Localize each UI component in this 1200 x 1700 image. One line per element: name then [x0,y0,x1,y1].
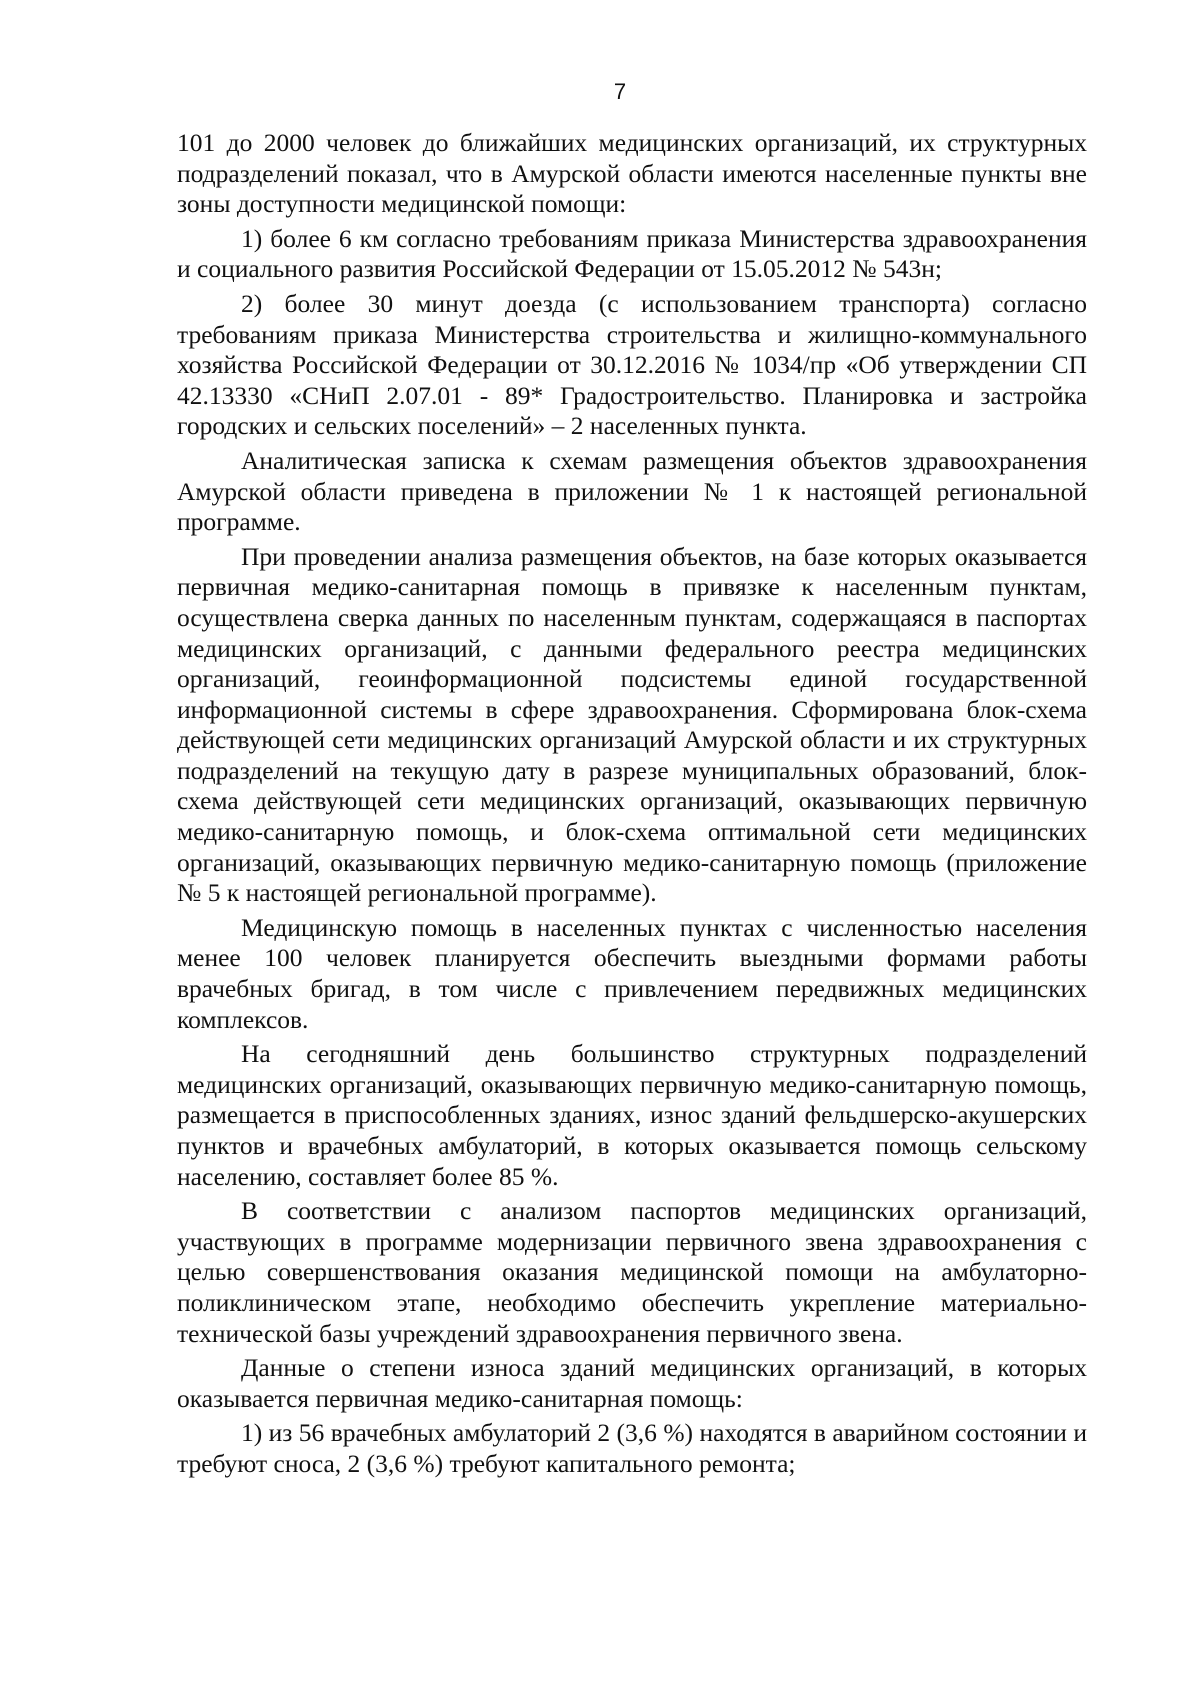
document-body [177,128,1087,1484]
paragraph-continuation: 101 до 2000 человек до ближайших медицинских организаций, их структурных подразделений показал, что в Амурской области имеются населенные пункты вне зоны доступности медицинской помощи: [177,128,1087,219]
paragraph-building-condition: На сегодняшний день большинство структурных подразделений медицинских организаций, оказывающих первичную медико-санитарную помощь, размещается в приспособленных зданиях, износ зданий фельдшерско-акушерских пунктов и врачебных амбулаторий, в которых оказывается помощь сельскому населению, составляет более 85 %. [177,1039,1087,1191]
list-item-distance: 1) более 6 км согласно требованиям приказа Министерства здравоохранения и социального развития Российской Федерации от 15.05.2012 № 543н; [177,223,1087,284]
paragraph-placement-analysis: При проведении анализа размещения объектов, на базе которых оказывается первичная медико-санитарная помощь в привязке к населенным пунктам, осуществлена сверка данных по населенным пунктам, содержащаяся в паспортах медицинских организаций, с данными федерального реестра медицинских организаций, геоинформационной подсистемы единой государственной информационной системы в сфере здравоохранения. Сформирована блок-схема действующей сети медицинских организаций Амурской области и их структурных подразделений на текущую дату в разрезе муниципальных образований, блок-схема действующей сети медицинских организаций, оказывающих первичную медико-санитарную помощь, и блок-схема оптимальной сети медицинских организаций, оказывающих первичную медико-санитарную помощь (приложение № 5 к настоящей региональной программе). [177,541,1087,908]
paragraph-small-settlements: Медицинскую помощь в населенных пунктах с численностью населения менее 100 человек планируется обеспечить выездными формами работы врачебных бригад, в том числе с привлечением передвижных медицинских комплексов. [177,912,1087,1034]
list-item-travel-time: 2) более 30 минут доезда (с использованием транспорта) согласно требованиям приказа Министерства строительства и жилищно-коммунального хозяйства Российской Федерации от 30.12.2016 № 1034/пр «Об утверждении СП 42.13330 «СНиП 2.07.01 - 89* Градостроительство. Планировка и застройка городских и сельских поселений» – 2 населенных пункта. [177,288,1087,441]
paragraph-analytical-note: Аналитическая записка к схемам размещения объектов здравоохранения Амурской области приведена в приложении № 1 к настоящей региональной программе. [177,445,1087,537]
paragraph-modernization: В соответствии с анализом паспортов медицинских организаций, участвующих в программе модернизации первичного звена здравоохранения с целью совершенствования оказания медицинской помощи на амбулаторно-поликлиническом этапе, необходимо обеспечить укрепление материально-технической базы учреждений здравоохранения первичного звена. [177,1196,1087,1348]
list-item-ambulatories: 1) из 56 врачебных амбулаторий 2 (3,6 %) находятся в аварийном состоянии и требуют сноса, 2 (3,6 %) требуют капитального ремонта; [177,1418,1087,1478]
page-number: 7 [613,79,627,104]
paragraph-wear-data: Данные о степени износа зданий медицинских организаций, в которых оказывается первичная медико-санитарная помощь: [177,1353,1087,1413]
